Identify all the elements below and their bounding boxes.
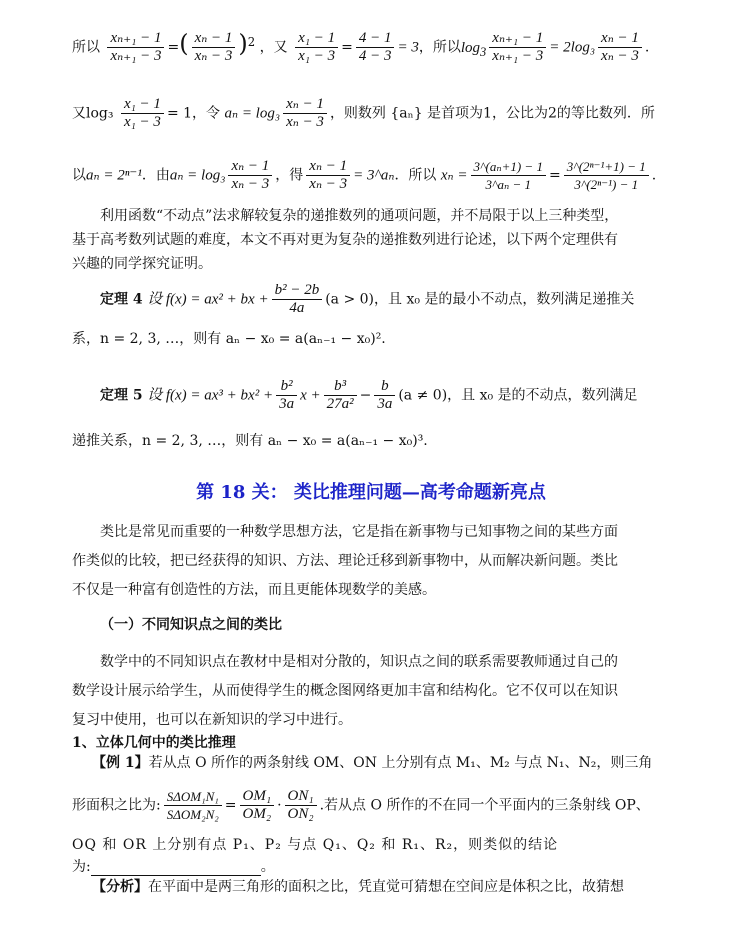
numerator: xₙ − 1 [228,158,272,176]
numerator: b² [276,378,297,396]
fraction [598,30,642,65]
denominator: 3^(2ⁿ⁻¹) − 1 [574,177,639,192]
numerator: ON₁ [285,788,317,806]
denominator: ON₂ [287,806,314,822]
math-text: $\log_3$ [460,39,487,59]
math-text: = 3^aₙ [353,167,395,184]
fraction [564,158,649,193]
text-end: . [644,39,650,56]
numerator: SΔOM₁N₁ [164,788,222,806]
fraction [324,378,357,413]
section-title: 第 18 关： 类比推理问题—高考命题新亮点 [196,482,546,503]
denominator: OM₂ [242,806,272,822]
theorem-label: 定理 5 [100,387,143,404]
fraction [489,30,546,65]
denominator: x₁ − 3 [298,48,336,64]
equation-line-3: 以aₙ = 2ⁿ⁻¹．由aₙ = log₃ $\frac{\text{xₙ − 1}}{\text{xₙ − 3}}$ ，得 $\frac{\text{xₙ − 1}}{\text{xₙ − 3}}$ = 3^aₙ．所以 xₙ = $\frac{\text{3\textasciicircum{}(aₙ+1) − 1}}{\text{3\textasciicircum{}aₙ − 1}}$ = $\frac{\text{3\textasciicircum{}(2ⁿ⁻¹+1) − 1}}{\text{3\textasciicircum{}(2ⁿ⁻¹) − 1}}$ . [72,158,657,192]
text-lead: 为: [72,859,91,875]
fraction [164,788,222,823]
subheading-text: （一）不同知识点之间的类比 [100,617,282,633]
text-tail: (a ≠ 0)，且 x₀ 是的不动点，数列满足 [398,387,638,404]
subheading [100,616,694,634]
math-text: 设 f(x) = ax² + bx + [147,291,269,308]
denominator: 3^aₙ − 1 [485,177,531,192]
math-text: − [359,387,372,404]
denominator: 3a [279,396,295,412]
text-tail: ，则数列 {aₙ} 是首项为1，公比为2的等比数列．所 [329,105,655,122]
fraction [356,30,395,65]
example-1 [92,754,694,772]
text-mid: ，又 [259,39,288,56]
numerator: xₙ − 1 [306,158,350,176]
numerator: x₁ − 1 [295,30,338,48]
math-text: aₙ = log₃ [224,105,281,122]
denominator: xₙ₊₁ − 3 [492,48,544,64]
theorem-5-line-2: 递推关系，n = 2, 3, …，则有 aₙ − x₀ = a(aₙ₋₁ − x₀)³. [72,433,428,449]
numerator: x₁ − 1 [121,96,164,114]
text-mid: = 1，令 [166,105,221,122]
numerator: b³ [324,378,357,396]
denominator: xₙ − 3 [601,48,639,64]
equation-line-1: 所以 $\frac{\text{xₙ₊₁ − 1}}{\text{xₙ₊₁ − 3}}$ =( $\frac{\text{xₙ − 1}}{\text{xₙ − 3}}$ )$^2$ ，又 $\frac{\text{x₁ − 1}}{\text{x₁ − 3}}$ = $\frac{4 - 1}{4 - 3}$ = 3，所以$\log_3$ $\frac{\text{xₙ₊₁ − 1}}{\text{xₙ₊₁ − 3}}$ = 2log₃ $\frac{\text{xₙ − 1}}{\text{xₙ − 3}}$ . [72,29,650,64]
numerator: b [374,378,395,396]
example-1-line-2: 形面积之比为: $\frac{\text{SΔOM₁N₁}}{\text{SΔOM₂N₂}}$ = $\frac{\text{OM₁}}{\text{OM₂}}$ · $\frac{\text{ON₁}}{\text{ON₂}}$ .若从点 O 所作的不在同一个平面内的三条射线 OP、 [72,788,650,822]
denominator: 3a [377,396,393,412]
fraction [240,788,275,823]
numerator: 3^(2ⁿ⁻¹+1) − 1 [564,158,649,176]
denominator: xₙ − 3 [309,176,348,192]
denominator: x₁ − 3 [123,114,161,130]
fraction [374,378,395,413]
analysis-tag: 【分析】 [92,879,148,895]
denominator: 4 − 3 [358,48,392,64]
fraction [121,96,164,131]
denominator: 27a² [326,396,354,412]
text-mid: ，得 [275,167,304,184]
text-lead: 所以 [72,39,100,56]
theorem-4-line-2: 系，n = 2, 3, …，则有 aₙ − x₀ = a(aₙ₋₁ − x₀)². [72,331,386,347]
numerator: 4 − 1 [356,30,395,48]
fraction [276,378,297,413]
numerator: xₙ − 1 [598,30,642,48]
text-mid: ．由 [141,167,170,184]
fraction [471,158,546,193]
example-tag: 【例 1】 [92,755,149,771]
numerator: b² − 2b [272,282,323,300]
text-tail: (a > 0)，且 x₀ 是的最小不动点，数列满足递推关 [325,291,635,308]
text-tail: ，所以 [418,39,461,56]
fraction [306,158,350,193]
numerator: xₙ − 1 [283,96,327,114]
math-text: aₙ = 2ⁿ⁻¹ [86,167,142,184]
fraction [295,30,338,65]
fraction [107,30,164,65]
math-text: · [277,797,282,814]
denominator: xₙ₊₁ − 3 [110,48,162,64]
math-text: x + [300,387,321,404]
paragraph-knowledge-points: 数学中的不同知识点在教材中是相对分散的，知识点之间的联系需要教师通过自己的数学设计展示给学生，从而使得学生的概念图网络更加丰富和结构化。它不仅可以在知识复习中使用，也可以在新知识的学习中进行。 [72,654,618,728]
fraction [285,788,317,823]
text-end: 。 [260,859,275,875]
theorem-4 [72,282,694,317]
numerator: xₙ₊₁ − 1 [489,30,546,48]
denominator: SΔOM₂N₂ [166,807,219,822]
example-1-line-4 [72,858,694,876]
numerator: 3^(aₙ+1) − 1 [471,158,546,176]
denominator: xₙ − 3 [231,176,270,192]
fraction [228,158,272,193]
fraction [272,282,323,317]
numerator: OM₁ [240,788,275,806]
theorem-5 [72,378,694,413]
math-text: = 3 [397,39,419,56]
denominator: xₙ − 3 [194,48,233,64]
theorem-label: 定理 4 [100,291,143,308]
example-1-line-3: OQ 和 OR 上分别有点 P₁、P₂ 与点 Q₁、Q₂ 和 R₁、R₂，则类似的结论 [72,837,559,853]
math-text: = 2log₃ [549,39,596,56]
answer-blank[interactable] [91,861,261,876]
fraction [283,96,327,131]
text-lead: 形面积之比为: [72,797,161,814]
analysis [92,878,694,896]
paragraph-analogy-intro: 类比是常见而重要的一种数学思想方法，它是指在新事物与已知事物之间的某些方面作类似的比较，把已经获得的知识、方法、理论迁移到新事物中，从而解决新问题。类比不仅是一种富有创造性的方法，而且更能体现数学的美感。 [72,524,618,598]
item-heading: 1、立体几何中的类比推理 [72,735,236,751]
text-lead: 又log₃ [72,105,114,122]
math-text: xₙ = [440,167,468,184]
text-lead: 以 [72,167,86,184]
analysis-text: 在平面中是两三角形的面积之比，凭直觉可猜想在空间应是体积之比，故猜想 [148,879,624,895]
paragraph-fixed-point: 利用函数“不动点”法求解较复杂的递推数列的通项问题，并不局限于以上三种类型，基于高考数列试题的难度，本文不再对更为复杂的递推数列进行论述，以下两个定理供有兴趣的同学探究证明。 [72,208,619,272]
exponent: 2 [247,34,256,49]
math-text: 设 f(x) = ax³ + bx² + [147,387,274,404]
text-tail: .若从点 O 所作的不在同一个平面内的三条射线 OP、 [319,797,650,814]
example-text: 若从点 O 所作的两条射线 OM、ON 上分别有点 M₁、M₂ 与点 N₁、N₂，则三角 [148,755,653,771]
equation-line-2 [72,96,694,131]
numerator: xₙ − 1 [192,30,236,48]
text-mid: ．所以 [394,167,437,184]
denominator: xₙ − 3 [286,114,324,130]
fraction [192,30,236,65]
math-text: aₙ = log₃ [169,167,226,184]
numerator: xₙ₊₁ − 1 [107,30,164,48]
text-end: . [651,167,657,184]
denominator: 4a [289,300,305,316]
